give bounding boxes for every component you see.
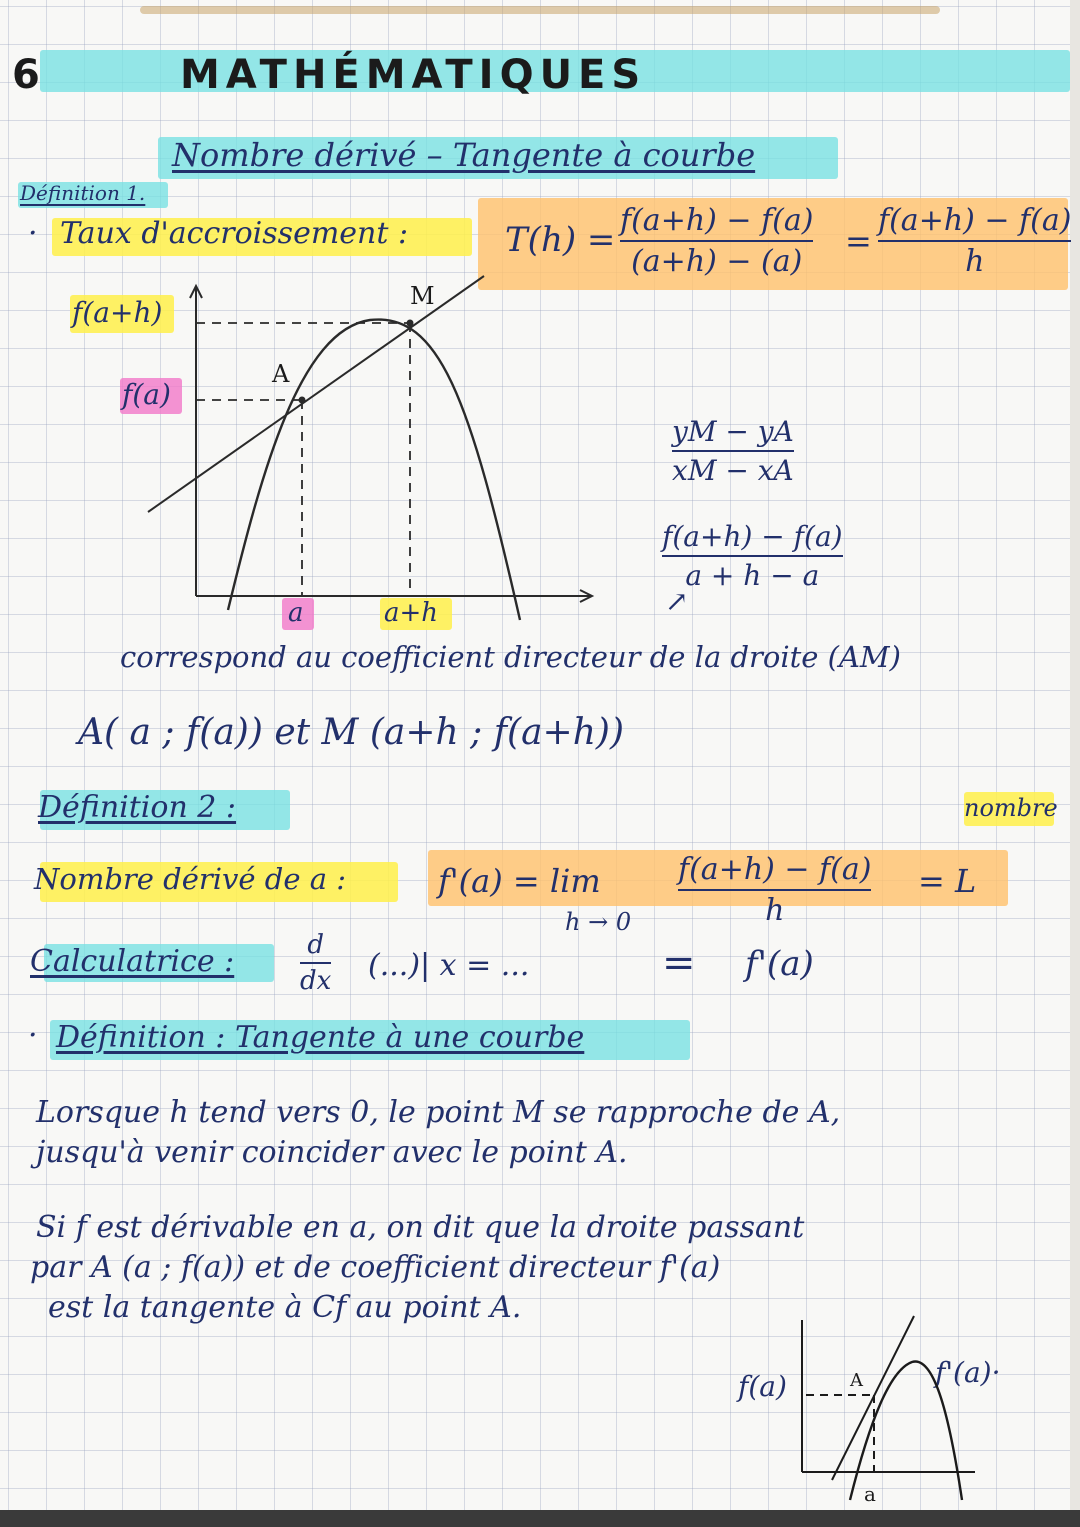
slope-arrow: ↗ — [665, 585, 689, 618]
graph2-label-f-a: f(a) — [738, 1370, 787, 1403]
limit-subscript: h → 0 — [565, 908, 632, 936]
paragraph1-line1: Lorsque h tend vers 0, le point M se rapproche de A, — [36, 1095, 841, 1130]
bullet-dot: · — [28, 1018, 38, 1053]
graph1-label-M: M — [410, 282, 435, 310]
definition2-label: Définition 2 : — [38, 790, 237, 825]
page-number: 6 — [12, 52, 46, 98]
definition1-label: Définition 1. — [20, 181, 146, 205]
taux-lhs: T(h) = — [505, 220, 616, 260]
limit-fraction-num: f(a+h) − f(a) — [678, 852, 872, 887]
taux-fraction-2-num: f(a+h) − f(a) — [878, 203, 1072, 238]
paragraph2-line3: est la tangente à Cf au point A. — [48, 1290, 522, 1325]
taux-equals: = — [845, 222, 872, 260]
slope-fraction-2-den: a + h − a — [685, 559, 820, 592]
page-edge-bottom — [0, 1510, 1080, 1527]
graph2-curve — [850, 1361, 962, 1500]
limit-lhs: f'(a) = lim — [438, 862, 601, 900]
taux-fraction-2-den: h — [965, 244, 985, 279]
graph1-axes — [190, 286, 592, 602]
paragraph2-line2: par A (a ; f(a)) et de coefficient directeur f'(a) — [30, 1250, 721, 1285]
graph2 — [802, 1316, 975, 1500]
graph1-point-M — [407, 320, 414, 327]
limit-rhs: = L — [918, 862, 977, 900]
taux-label: Taux d'accroissement : — [60, 216, 409, 251]
limit-fraction-den: h — [765, 893, 785, 928]
graph2-label-a: a — [864, 1482, 876, 1506]
graph1-label-a-h: a+h — [384, 598, 439, 628]
derivative-operator-num: d — [307, 930, 324, 960]
taux-fraction-1-num: f(a+h) − f(a) — [620, 203, 814, 238]
calculatrice-label: Calculatrice : — [30, 944, 235, 979]
points-line: A( a ; f(a)) et M (a+h ; f(a+h)) — [78, 712, 624, 753]
calculatrice-result: f'(a) — [745, 944, 814, 984]
calculatrice-equals: = — [662, 940, 696, 986]
paragraph2-line1: Si f est dérivable en a, on dit que la droite passant — [36, 1210, 805, 1245]
nombre-note: nombre — [964, 794, 1058, 822]
graph2-label-fprime: f'(a)· — [935, 1356, 1001, 1389]
chapter-title: Nombre dérivé – Tangente à courbe — [172, 136, 756, 174]
graph1-label-f-ah: f(a+h) — [72, 296, 163, 329]
graph1-dashed-guides — [196, 323, 410, 596]
sentence-coefficient: correspond au coefficient directeur de la droite (AM) — [120, 640, 901, 674]
nombre-derive-label: Nombre dérivé de a : — [34, 862, 346, 896]
slope-fraction-2-num: f(a+h) − f(a) — [662, 520, 843, 553]
derivative-operator-den: dx — [300, 966, 332, 996]
slope-fraction-1-num: yM − yA — [672, 415, 794, 448]
graph1-secant-line — [148, 276, 484, 512]
paragraph1-line2: jusqu'à venir coincider avec le point A. — [36, 1135, 628, 1170]
slope-fraction-1-den: xM − xA — [672, 454, 794, 487]
graph2-label-A: A — [850, 1370, 863, 1391]
graph1-label-a: a — [288, 598, 304, 628]
calculatrice-expression: (...)| x = ... — [368, 948, 530, 983]
subject-title: MATHÉMATIQUES — [180, 52, 647, 98]
graph1-point-A — [299, 397, 306, 404]
definition3-label: Définition : Tangente à une courbe — [56, 1020, 585, 1055]
graph1-label-A: A — [272, 360, 290, 388]
taux-fraction-1-den: (a+h) − (a) — [631, 244, 803, 279]
graph1-curve — [228, 320, 520, 620]
graph1-label-f-a: f(a) — [122, 378, 171, 411]
bullet-dot: · — [28, 216, 38, 251]
